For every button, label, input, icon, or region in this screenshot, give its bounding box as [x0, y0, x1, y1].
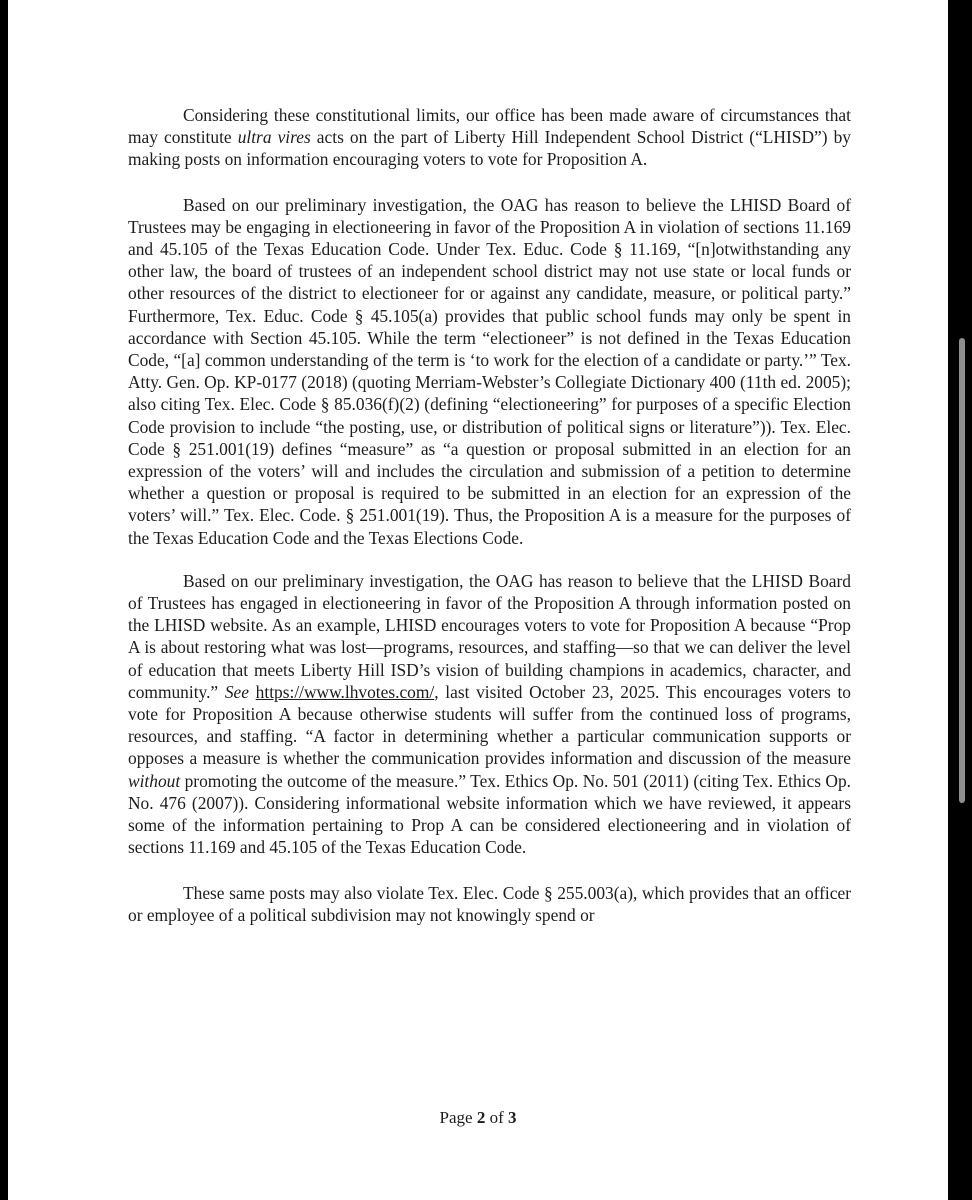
p1-text-b: acts on the part of Liberty Hill Independent School District (“LHISD”) by making posts on information encouraging voters to vote for Proposition A.: [128, 127, 851, 170]
p3-italic-see: See: [224, 681, 249, 702]
scrollbar-thumb[interactable]: [959, 338, 965, 803]
p3-text-b: , last visited October 23, 2025. This encourages voters to vote for Proposition A because otherwise students will suffer from the continued loss of programs, resources, and staffing. “A factor in determining whether a particular communication supports or opposes a measure is whether the communication provides information and discussion of the measure: [128, 681, 851, 769]
page-number: 2: [476, 1108, 486, 1127]
document-page: [8, 0, 948, 1200]
page-total: 3: [507, 1108, 517, 1127]
document-body: [128, 104, 851, 948]
page-footer: [8, 1108, 948, 1128]
paragraph-elec-code-255: These same posts may also violate Tex. Elec. Code § 255.003(a), which provides that an officer or employee of a political subdivision may not knowingly spend or: [128, 882, 851, 925]
paragraph-electioneering-law: Based on our preliminary investigation, the OAG has reason to believe the LHISD Board of Trustees may be engaging in electioneering in favor of the Proposition A in violation of sections 11.169 and 45.105 of the Texas Education Code. Under Tex. Educ. Code § 11.169, “[n]otwithstanding any other law, the board of trustees of an independent school district may not use state or local funds or other resources of the district to electioneer for or against any candidate, measure, or political party.” Furthermore, Tex. Educ. Code § 45.105(a) provides that public school funds may only be spent in accordance with Section 45.105. While the term “electioneer” is not defined in the Texas Education Code, “[a] common understanding of the term is ‘to work for the election of a candidate or party.’” Tex. Atty. Gen. Op. KP-0177 (2018) (quoting Merriam-Webster’s Collegiate Dictionary 400 (11th ed. 2005); also citing Tex. Elec. Code § 85.036(f)(2) (defining “electioneering” for purposes of a specific Election Code provision to include “the posting, use, or distribution of political signs or literature”)). Tex. Elec. Code § 251.001(19) defines “measure” as “a question or proposal submitted in an election for an expression of the voters’ will and includes the circulation and submission of a petition to determine whether a question or proposal is required to be submitted in an election for an expression of the voters’ will.” Tex. Elec. Code. § 251.001(19). Thus, the Proposition A is a measure for the purposes of the Texas Education Code and the Texas Elections Code.: [128, 194, 851, 548]
p1-text-a: Considering these constitutional limits, our office has been made aware of circumstances that may constitute: [128, 105, 851, 148]
lhvotes-link[interactable]: https://www.lhvotes.com/: [255, 681, 435, 702]
paragraph-constitutional-limits: [128, 104, 851, 171]
of-word: of: [489, 1108, 504, 1127]
p3-italic-without: without: [128, 770, 181, 791]
p1-italic-ultra-vires: ultra vires: [237, 127, 311, 148]
page-word: Page: [439, 1108, 473, 1127]
p3-text-a: Based on our preliminary investigation, the OAG has reason to believe that the LHISD Board of Trustees has engaged in electioneering in favor of the Proposition A through information posted on the LHISD website. As an example, LHISD encourages voters to vote for Proposition A because “Prop A is about restoring what was lost—programs, resources, and staffing—so that we can deliver the level of education that meets Liberty Hill ISD’s vision of building champions in academics, character, and community.”: [128, 570, 851, 702]
p3-text-c: promoting the outcome of the measure.” Tex. Ethics Op. No. 501 (2011) (citing Tex. Ethics Op. No. 476 (2007)). Considering informational website information which we have reviewed, it appears some of the information pertaining to Prop A can be considered electioneering and in violation of sections 11.169 and 45.105 of the Texas Education Code.: [128, 770, 851, 858]
paragraph-website-evidence: [128, 570, 851, 859]
scrollbar[interactable]: [954, 0, 972, 1200]
